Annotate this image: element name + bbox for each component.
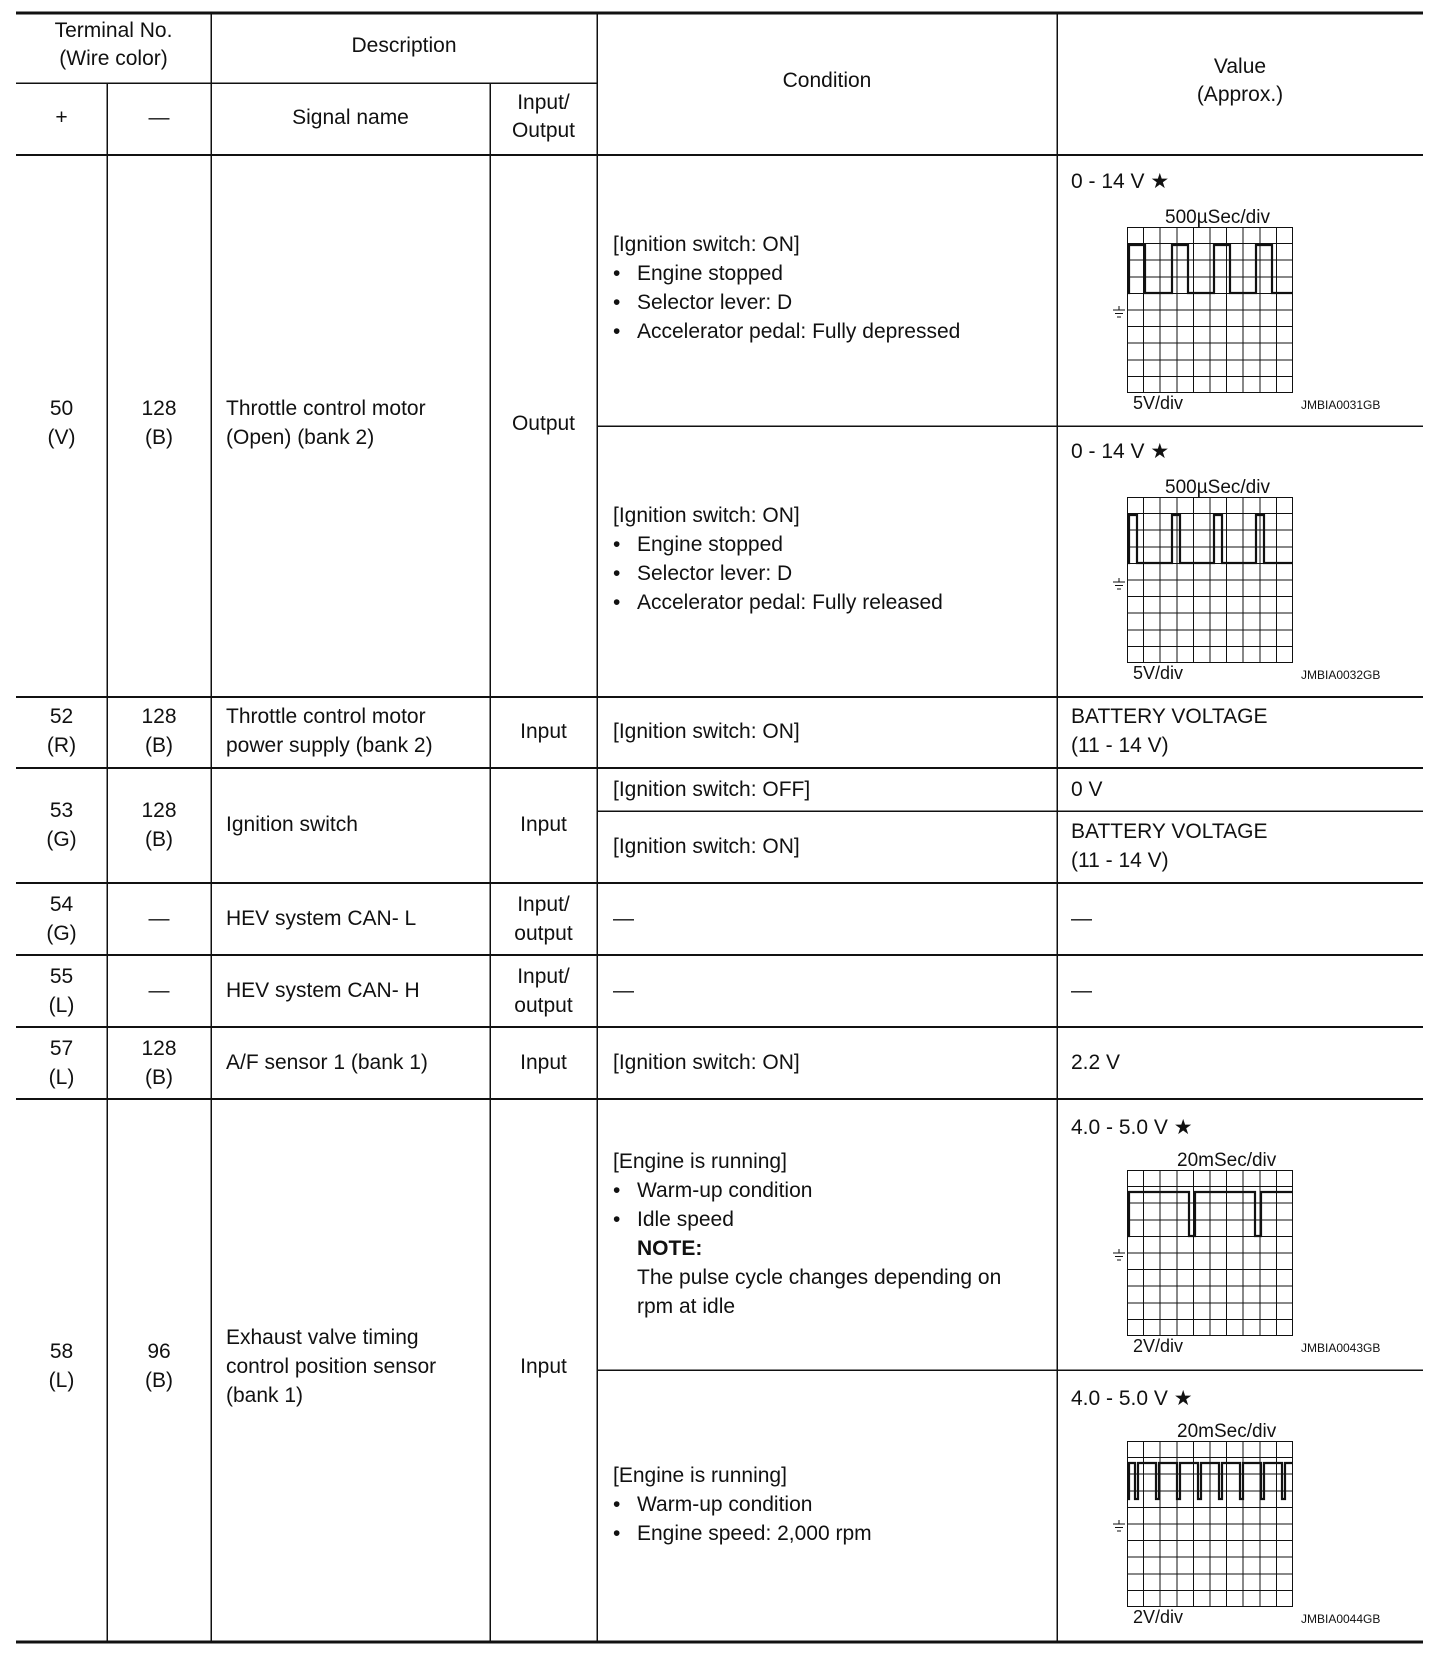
cond-55-head: — bbox=[613, 979, 634, 1002]
star-icon: ★ bbox=[1150, 440, 1170, 463]
header-wire-color: (Wire color) bbox=[59, 47, 168, 70]
header-value: Value bbox=[1213, 55, 1267, 78]
row-53-plus-color: (G) bbox=[46, 828, 77, 851]
header-approx: (Approx.) bbox=[1196, 83, 1284, 106]
bullet-icon: • bbox=[613, 562, 621, 585]
bullet-icon: • bbox=[613, 262, 621, 285]
cond-58-b-head: [Engine is running] bbox=[613, 1464, 787, 1487]
row-55-signal: HEV system CAN- H bbox=[226, 979, 420, 1002]
row-54-io-line1: Input/ bbox=[517, 893, 570, 916]
value-52-line2: (11 - 14 V) bbox=[1071, 734, 1169, 757]
row-52-minus-number: 128 bbox=[141, 705, 177, 728]
oscilloscope-waveform bbox=[1127, 1441, 1293, 1607]
oscilloscope-waveform bbox=[1127, 497, 1293, 663]
header-condition: Condition bbox=[782, 69, 872, 92]
row-50-minus-color: (B) bbox=[145, 426, 173, 449]
value-54: — bbox=[1071, 907, 1092, 930]
header-description: Description bbox=[351, 34, 457, 57]
bullet-icon: • bbox=[613, 1522, 621, 1545]
value-53-a: 0 V bbox=[1071, 778, 1103, 801]
cond-58-a-head: [Engine is running] bbox=[613, 1150, 787, 1173]
row-50-signal-line1: Throttle control motor bbox=[226, 397, 426, 420]
ground-icon bbox=[1112, 1520, 1127, 1534]
row-53-io: Input bbox=[520, 813, 567, 836]
cond-50-b-head: [Ignition switch: ON] bbox=[613, 504, 800, 527]
value-50-a: 0 - 14 V ★ bbox=[1071, 170, 1170, 193]
value-57: 2.2 V bbox=[1071, 1051, 1121, 1074]
row-52-io: Input bbox=[520, 720, 567, 743]
row-55-io-line2: output bbox=[514, 994, 573, 1017]
scope-b-timebase: 500µSec/div bbox=[1165, 477, 1270, 498]
row-50-plus-number: 50 bbox=[49, 397, 74, 420]
cond-58-a-note-line1: The pulse cycle changes depending on bbox=[637, 1266, 1002, 1289]
star-icon: ★ bbox=[1173, 1116, 1193, 1139]
value-55: — bbox=[1071, 979, 1092, 1002]
ground-icon bbox=[1112, 1249, 1127, 1263]
row-58-signal-line2: control position sensor bbox=[226, 1355, 437, 1378]
scope-b-code: JMBIA0032GB bbox=[1301, 668, 1381, 682]
row-50-signal-line2: (Open) (bank 2) bbox=[226, 426, 375, 449]
scope-c-code: JMBIA0043GB bbox=[1301, 1341, 1381, 1355]
cond-54-head: — bbox=[613, 907, 634, 930]
cond-58-a-note-line2: rpm at idle bbox=[637, 1295, 736, 1318]
scope-b-vdiv: 5V/div bbox=[1133, 663, 1184, 683]
row-58-plus-color: (L) bbox=[48, 1369, 75, 1392]
bullet-icon: • bbox=[613, 291, 621, 314]
bullet-icon: • bbox=[613, 1493, 621, 1516]
bullet-icon: • bbox=[613, 320, 621, 343]
row-54-minus: — bbox=[148, 907, 170, 930]
row-54-plus-color: (G) bbox=[46, 922, 77, 945]
row-58-minus-number: 96 bbox=[147, 1340, 171, 1363]
row-54-io-line2: output bbox=[514, 922, 573, 945]
scope-c-vdiv: 2V/div bbox=[1133, 1336, 1184, 1356]
row-53-minus-color: (B) bbox=[145, 828, 173, 851]
row-53-signal: Ignition switch bbox=[226, 813, 358, 836]
header-signal-name: Signal name bbox=[292, 106, 409, 129]
terminal-table: Terminal No. (Wire color) Description Condition Value (Approx.) + — Signal name Input/ Output 50 (V) 128 (B) Throttle control motor (Open) (bank 2) Output [Ignition switch: ON] • Engine stopped • Selector lever: D • Accelerator pedal: Fully depressed 0 - 14 V ★ [Ignition switch: ON] • Engine stopped • Selector lever: D • Accelerator pedal: Fully released 0 - 14 V ★ 52 (R) 128 (B) Throttle control motor power supply (bank 2) Input [Ignition switch: ON] BATTERY VOLTAGE (11 - 14 V) 53 (G) 128 (B) Ignition switch Input [Ignition switch: OFF] 0 V [Ignition switch: ON] BATTERY VOLTAGE (11 - 14 V) 54 (G) — HEV system CAN- L Input/ output — — 55 (L) — HEV system CAN- H Input/ output — — 57 (L) 128 (B) A/F sensor 1 (bank 1) Input [Ignition switch: ON] 2.2 V 58 (L) 96 (B) Exhaust valve timing control position sensor (bank 1) Input [Engine is running] • Warm-up condition • Idle speed NOTE: The pulse cycle changes depending on rpm at idle 4.0 - 5.0 V ★ [Engine is running] • Warm-up condition • Engine speed: 2,000 rpm 4.0 - 5.0 V ★ 500µSec/div 5V/div JMBIA0031GB 500µSec/div 5V/div JMBIA0032GB 20mSec/div 2V/div JMBIA0043GB 20mSec/div 2V/div JMBIA0044GB bbox=[0, 0, 1456, 1660]
header-terminal-no: Terminal No. bbox=[54, 19, 173, 42]
scope-a-code: JMBIA0031GB bbox=[1301, 398, 1381, 412]
oscilloscope-waveform bbox=[1127, 227, 1293, 393]
cond-57-head: [Ignition switch: ON] bbox=[613, 1051, 800, 1074]
row-54-signal: HEV system CAN- L bbox=[226, 907, 417, 930]
bullet-icon: • bbox=[613, 533, 621, 556]
star-icon: ★ bbox=[1150, 170, 1170, 193]
row-57-signal: A/F sensor 1 (bank 1) bbox=[226, 1051, 428, 1074]
row-57-plus-color: (L) bbox=[48, 1066, 75, 1089]
scope-c-timebase: 20mSec/div bbox=[1177, 1150, 1277, 1171]
cond-58-a-note-label: NOTE: bbox=[637, 1237, 703, 1260]
value-58-a: 4.0 - 5.0 V ★ bbox=[1071, 1116, 1193, 1139]
row-52-plus-color: (R) bbox=[46, 734, 77, 757]
ground-icon bbox=[1112, 578, 1127, 592]
row-53-plus-number: 53 bbox=[49, 799, 74, 822]
value-58-b: 4.0 - 5.0 V ★ bbox=[1071, 1387, 1193, 1410]
value-52-line1: BATTERY VOLTAGE bbox=[1071, 705, 1268, 728]
cond-50-a-head: [Ignition switch: ON] bbox=[613, 233, 800, 256]
row-50-plus-color: (V) bbox=[47, 426, 76, 449]
value-53-b-line2: (11 - 14 V) bbox=[1071, 849, 1169, 872]
row-52-minus-color: (B) bbox=[145, 734, 173, 757]
row-58-io: Input bbox=[520, 1355, 567, 1378]
row-57-minus-number: 128 bbox=[141, 1037, 177, 1060]
scope-a-timebase: 500µSec/div bbox=[1165, 207, 1270, 228]
header-io-line2: Output bbox=[511, 119, 576, 142]
row-52-signal-line1: Throttle control motor bbox=[226, 705, 426, 728]
cond-53-b-head: [Ignition switch: ON] bbox=[613, 835, 800, 858]
scope-a-vdiv: 5V/div bbox=[1133, 393, 1184, 413]
row-50-io: Output bbox=[511, 412, 576, 435]
cond-52-head: [Ignition switch: ON] bbox=[613, 720, 800, 743]
row-52-signal-line2: power supply (bank 2) bbox=[226, 734, 433, 757]
row-55-plus-color: (L) bbox=[48, 994, 75, 1017]
value-50-b: 0 - 14 V ★ bbox=[1071, 440, 1170, 463]
row-55-plus-number: 55 bbox=[49, 965, 74, 988]
row-57-io: Input bbox=[520, 1051, 567, 1074]
row-50-minus-number: 128 bbox=[141, 397, 177, 420]
scope-d-code: JMBIA0044GB bbox=[1301, 1612, 1381, 1626]
row-52-plus-number: 52 bbox=[49, 705, 74, 728]
header-plus: + bbox=[55, 106, 68, 129]
value-53-b-line1: BATTERY VOLTAGE bbox=[1071, 820, 1268, 843]
star-icon: ★ bbox=[1173, 1387, 1193, 1410]
bullet-icon: • bbox=[613, 591, 621, 614]
cond-53-a-head: [Ignition switch: OFF] bbox=[613, 778, 811, 801]
scope-d-timebase: 20mSec/div bbox=[1177, 1421, 1277, 1442]
oscilloscope-waveform bbox=[1127, 1170, 1293, 1336]
row-57-plus-number: 57 bbox=[49, 1037, 74, 1060]
row-58-minus-color: (B) bbox=[145, 1369, 173, 1392]
scope-d-vdiv: 2V/div bbox=[1133, 1607, 1184, 1627]
row-58-plus-number: 58 bbox=[49, 1340, 74, 1363]
header-io-line1: Input/ bbox=[517, 91, 570, 114]
row-55-io-line1: Input/ bbox=[517, 965, 570, 988]
row-55-minus: — bbox=[148, 979, 170, 1002]
row-58-signal-line1: Exhaust valve timing bbox=[226, 1326, 419, 1349]
bullet-icon: • bbox=[613, 1179, 621, 1202]
row-54-plus-number: 54 bbox=[49, 893, 74, 916]
ground-icon bbox=[1112, 306, 1127, 320]
header-minus: — bbox=[148, 106, 170, 129]
row-53-minus-number: 128 bbox=[141, 799, 177, 822]
row-57-minus-color: (B) bbox=[145, 1066, 173, 1089]
bullet-icon: • bbox=[613, 1208, 621, 1231]
row-58-signal-line3: (bank 1) bbox=[226, 1384, 304, 1407]
